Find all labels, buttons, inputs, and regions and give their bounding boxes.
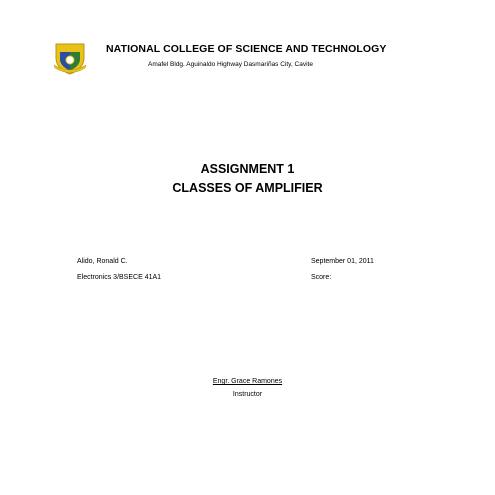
assignment-subtitle: CLASSES OF AMPLIFIER [172,181,323,195]
submission-date: September 01, 2011 [311,258,374,265]
student-name: Alido, Ronald C. [77,258,128,265]
school-seal-icon [52,41,88,75]
school-address: Amafel Bldg. Aguinaldo Highway Dasmariñas City, Cavite [148,61,313,68]
assignment-title-block [0,160,495,198]
student-section: Electronics 3/BSECE 41A1 [77,274,162,281]
score-label: Score: [311,274,332,281]
instructor-role: Instructor [232,391,263,398]
instructor-name: Engr. Grace Ramones [212,378,283,385]
instructor-block [0,375,495,401]
assignment-title: ASSIGNMENT 1 [200,162,295,176]
school-name: NATIONAL COLLEGE OF SCIENCE AND TECHNOLOGY [106,43,387,55]
